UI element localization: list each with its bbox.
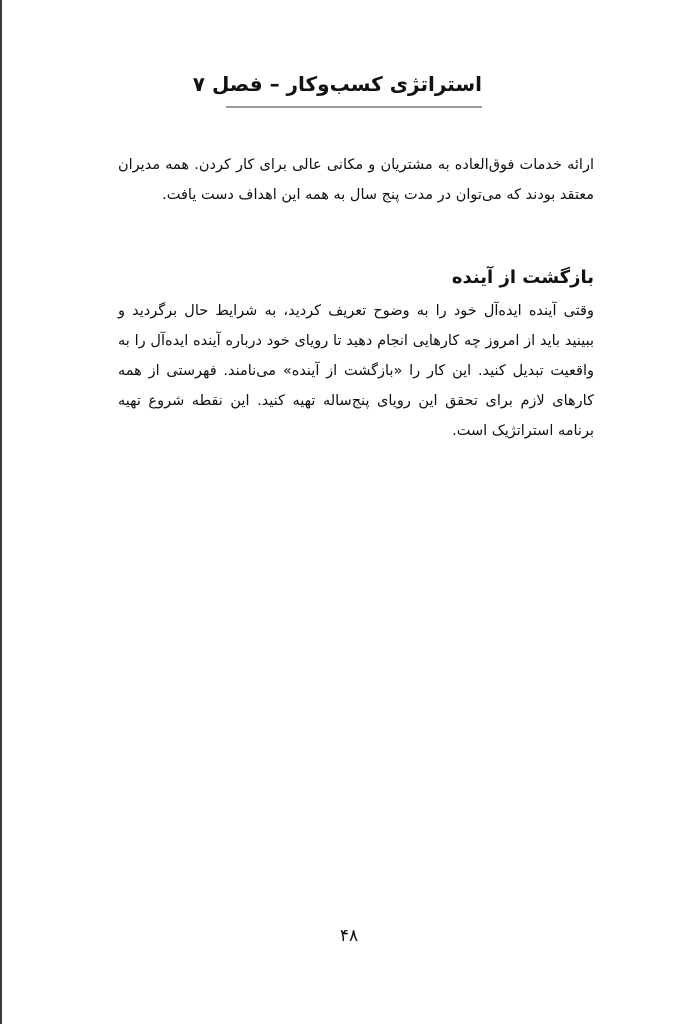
- page-number: ۴۸: [339, 926, 359, 946]
- paragraph-continuation: [118, 150, 594, 210]
- paragraph-back-from-future: [118, 296, 594, 446]
- paragraph-text: وقتی آینده ایده‌آل خود را به وضوح تعریف کردید، به شرایط حال برگردید و ببینید باید از امروز چه کارهایی انجام دهید تا رویای خود درباره آینده ایده‌آل را به واقعیت تبدیل کنید. این کار را «بازگشت از آینده» می‌نامند. فهرستی از همه کارهای لازم برای تحقق این رویای پنج‌ساله تهیه کنید. این نقطه شروع تهیه برنامه استراتژیک است.: [118, 303, 594, 439]
- chapter-title: استراتژی کسب‌وکار – فصل ۷: [192, 72, 482, 96]
- section-heading: بازگشت از آینده: [451, 267, 594, 288]
- running-header: [192, 66, 482, 108]
- paragraph-text: ارائه خدمات فوق‌العاده به مشتریان و مکانی عالی برای کار کردن. همه مدیران معتقد بودند که می‌توان در مدت پنج سال به همه این اهداف دست یافت.: [118, 157, 594, 203]
- header-divider: [226, 106, 482, 108]
